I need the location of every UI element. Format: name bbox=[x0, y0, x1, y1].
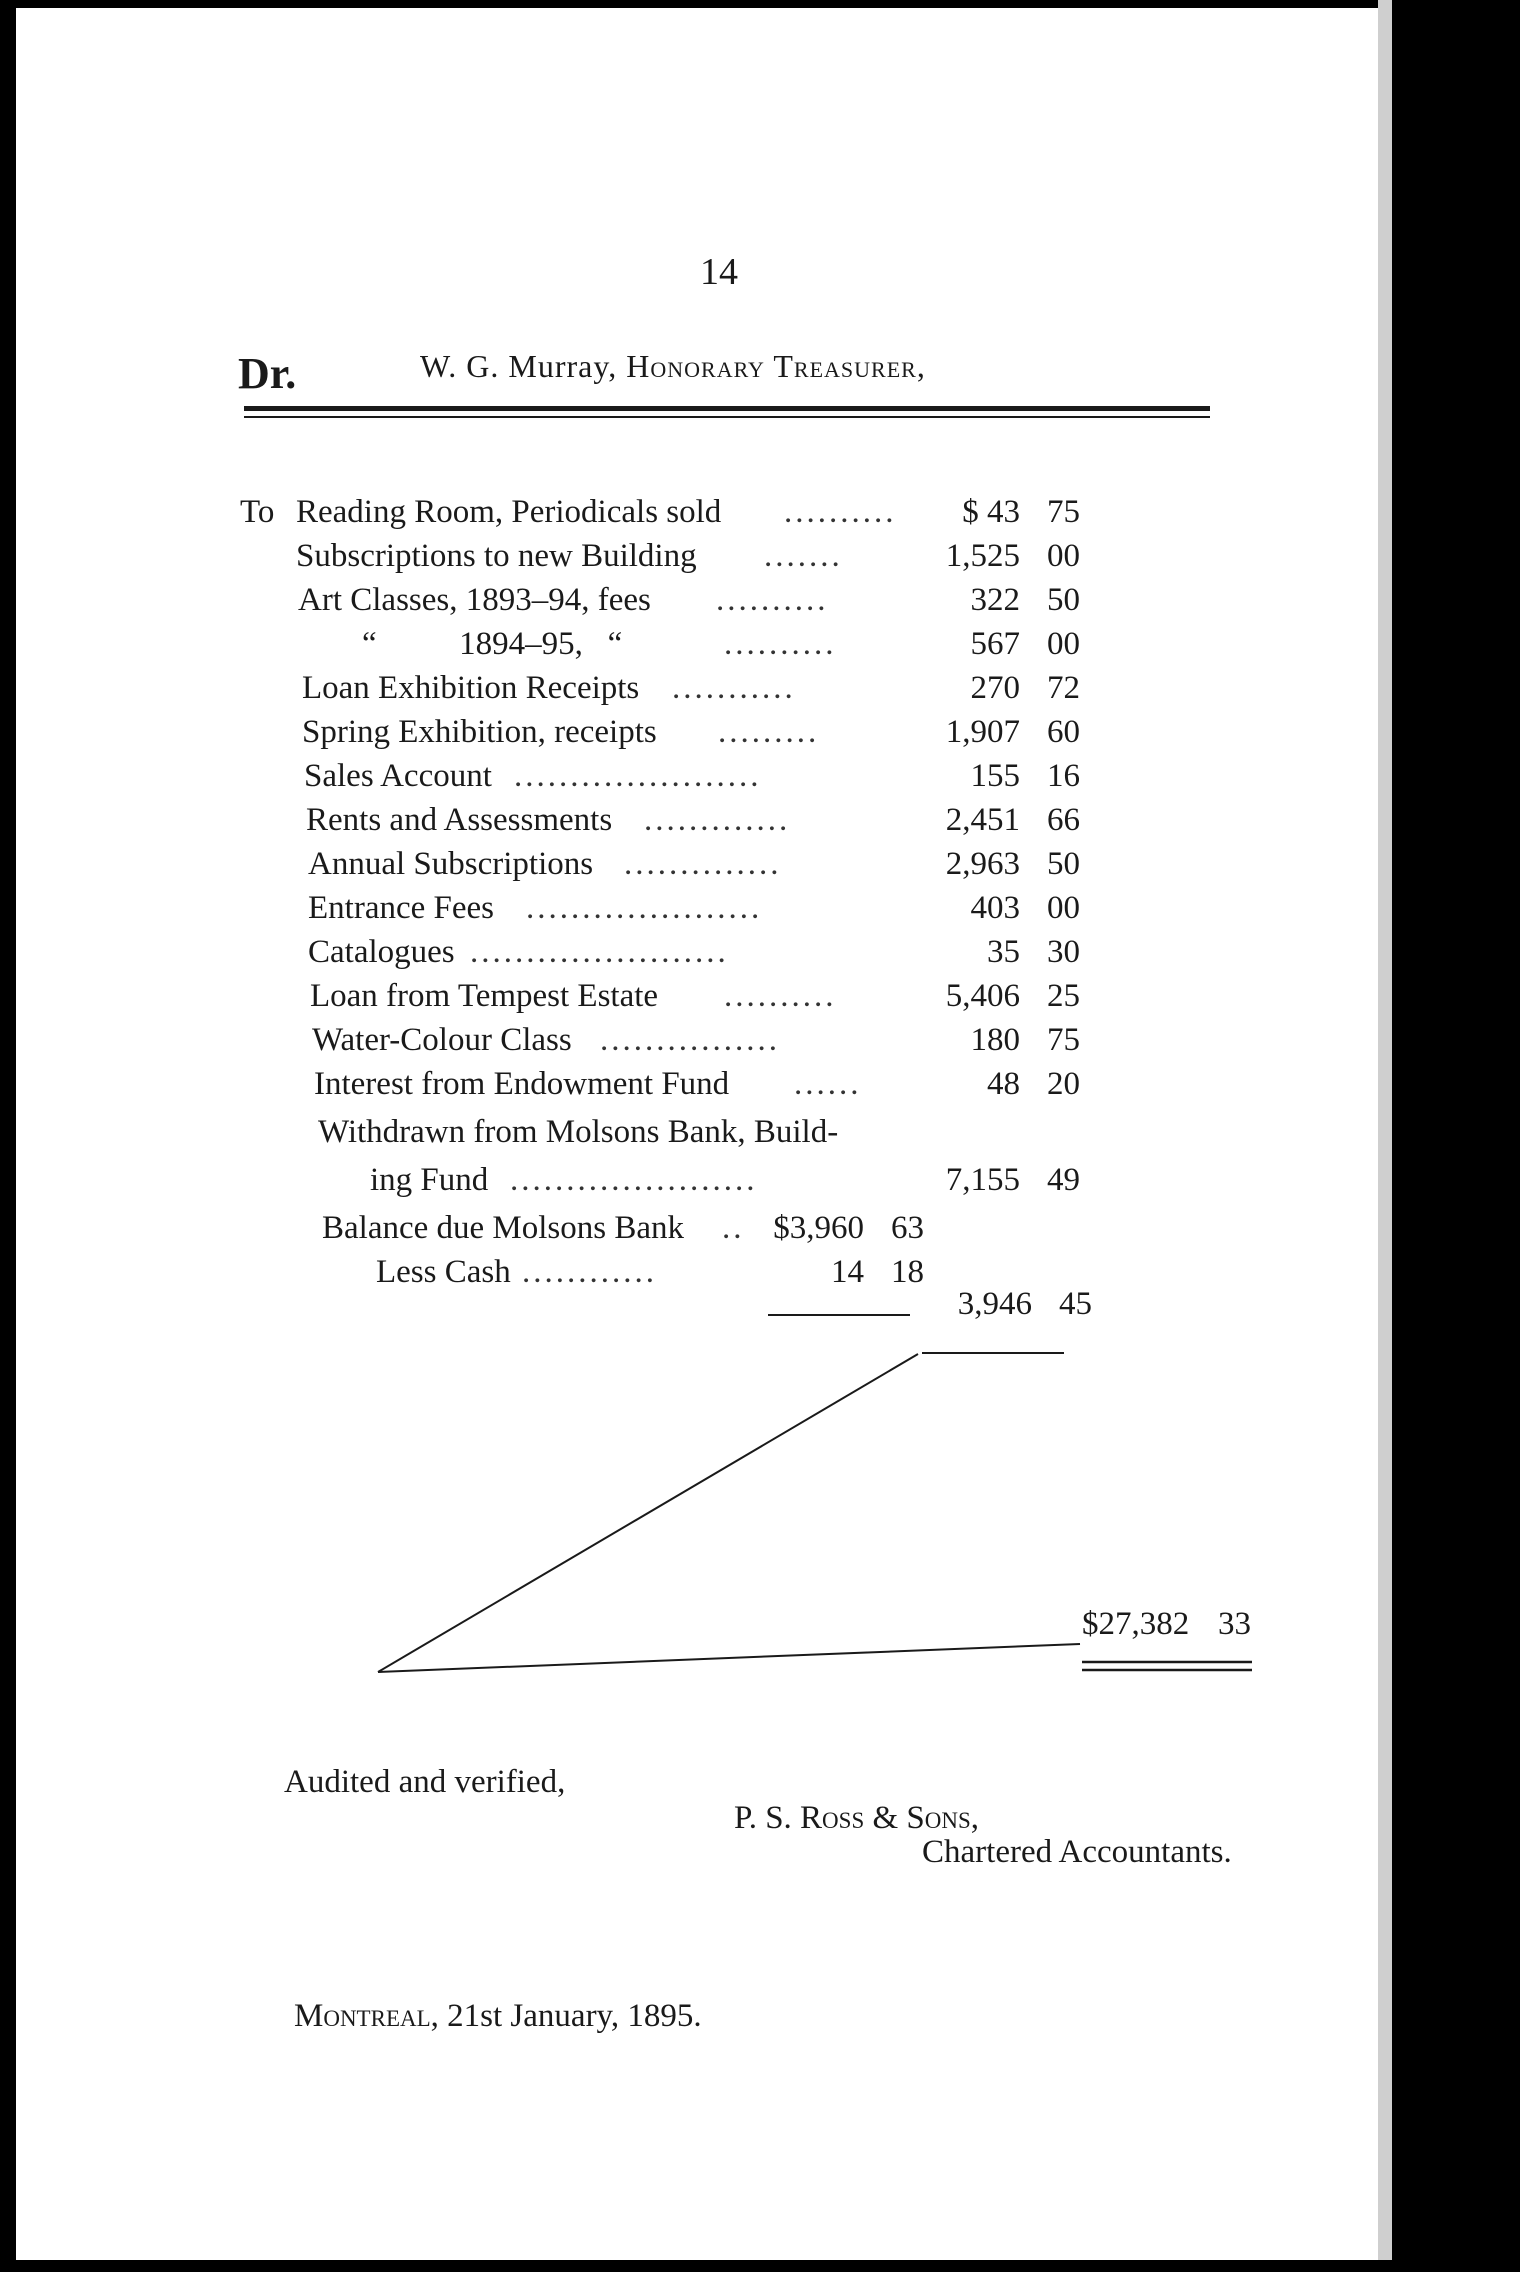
leader-dots: .......... bbox=[724, 978, 837, 1014]
dateline-date: 21st January, 1895. bbox=[447, 1998, 702, 2034]
subentry-cents: 18 bbox=[891, 1254, 924, 1290]
entry-dollars: 403 bbox=[970, 890, 1020, 926]
entry-cents: 16 bbox=[1047, 758, 1080, 794]
entry-dollars: 35 bbox=[987, 934, 1020, 970]
entry-cents: 50 bbox=[1047, 846, 1080, 882]
entry-label: Reading Room, Periodicals sold bbox=[296, 494, 722, 530]
entry-label: Spring Exhibition, receipts bbox=[302, 714, 657, 750]
entry-label: Rents and Assessments bbox=[306, 802, 613, 838]
entry-cents: 50 bbox=[1047, 582, 1080, 618]
entry-cents: 25 bbox=[1047, 978, 1080, 1014]
entry-dollars: 322 bbox=[970, 582, 1020, 618]
entry-label: Annual Subscriptions bbox=[308, 846, 594, 882]
grand-total-cents: 33 bbox=[1218, 1606, 1251, 1642]
leader-dots: ..................... bbox=[526, 890, 763, 926]
diagonal-rule bbox=[378, 1354, 918, 1672]
entry-cents: 72 bbox=[1047, 670, 1080, 706]
entry-dollars: 3,946 bbox=[957, 1286, 1032, 1322]
subentry-dollars: 14 bbox=[831, 1254, 864, 1290]
auditor-designation: Chartered Accountants. bbox=[922, 1834, 1232, 1870]
leader-dots: ......... bbox=[718, 714, 820, 750]
entry-dollars: 1,907 bbox=[945, 714, 1020, 750]
entry-label: Sales Account bbox=[304, 758, 492, 794]
entry-cents: 00 bbox=[1047, 538, 1080, 574]
entry-dollars: 48 bbox=[987, 1066, 1020, 1102]
entry-dollars: 270 bbox=[970, 670, 1020, 706]
entry-dollars: $ 43 bbox=[962, 494, 1020, 530]
leader-dots: .......... bbox=[716, 582, 829, 618]
entry-label: Entrance Fees bbox=[308, 890, 494, 926]
entry-cents: 75 bbox=[1047, 494, 1080, 530]
entry-label: Art Classes, 1893–94, fees bbox=[298, 582, 651, 618]
leader-dots: ................ bbox=[600, 1022, 780, 1058]
grand-total-dollars: $27,382 bbox=[1082, 1606, 1190, 1642]
entry-cents: 66 bbox=[1047, 802, 1080, 838]
treasurer-name: W. G. Murray, bbox=[420, 348, 618, 384]
leader-dots: ........... bbox=[672, 670, 796, 706]
entry-dollars: 5,406 bbox=[945, 978, 1020, 1014]
entry-label: Balance due Molsons Bank bbox=[322, 1210, 685, 1246]
entry-label: Catalogues bbox=[308, 934, 455, 970]
leader-dots: ............ bbox=[522, 1254, 657, 1290]
entry-cents: 30 bbox=[1047, 934, 1080, 970]
entry-cents: 20 bbox=[1047, 1066, 1080, 1102]
entry-dollars: 180 bbox=[970, 1022, 1020, 1058]
dateline-city: Montreal, bbox=[294, 1998, 439, 2034]
entry-dollars: 155 bbox=[970, 758, 1020, 794]
debit-heading: Dr. bbox=[238, 349, 297, 398]
entry-dollars: 7,155 bbox=[945, 1162, 1020, 1198]
subentry-cents: 63 bbox=[891, 1210, 924, 1246]
entry-cents: 45 bbox=[1059, 1286, 1092, 1322]
page-number: 14 bbox=[700, 251, 738, 293]
entry-cents: 49 bbox=[1047, 1162, 1080, 1198]
closing-rule bbox=[378, 1644, 1080, 1672]
entry-dollars: 2,963 bbox=[945, 846, 1020, 882]
entry-label: Subscriptions to new Building bbox=[296, 538, 697, 574]
leader-dots: .............. bbox=[624, 846, 782, 882]
leader-dots: ...................... bbox=[514, 758, 762, 794]
entry-cents: 75 bbox=[1047, 1022, 1080, 1058]
entry-label: Loan from Tempest Estate bbox=[310, 978, 659, 1014]
audit-statement: Audited and verified, bbox=[284, 1764, 566, 1800]
entry-cents: 00 bbox=[1047, 626, 1080, 662]
entry-label: “ 1894–95, “ bbox=[362, 626, 623, 662]
leader-dots: .......... bbox=[784, 494, 897, 530]
auditor-firm: P. S. Ross & Sons, bbox=[734, 1800, 980, 1836]
entry-dollars: 567 bbox=[970, 626, 1020, 662]
entry-cents: 60 bbox=[1047, 714, 1080, 750]
entry-dollars: 2,451 bbox=[945, 802, 1020, 838]
leader-dots: ....................... bbox=[470, 934, 729, 970]
entry-dollars: 1,525 bbox=[945, 538, 1020, 574]
treasurer-title: Honorary Treasurer, bbox=[626, 348, 926, 384]
entry-label: Withdrawn from Molsons Bank, Build- bbox=[318, 1114, 839, 1150]
entry-label: Interest from Endowment Fund bbox=[314, 1066, 730, 1102]
entry-label: Less Cash bbox=[376, 1254, 511, 1290]
entry-prefix: To bbox=[240, 494, 275, 530]
leader-dots: .......... bbox=[724, 626, 837, 662]
entry-label: Water-Colour Class bbox=[312, 1022, 572, 1058]
entry-cents: 00 bbox=[1047, 890, 1080, 926]
entry-label: ing Fund bbox=[370, 1162, 489, 1198]
dateline bbox=[294, 1998, 702, 2035]
leader-dots: ...................... bbox=[510, 1162, 758, 1198]
leader-dots: ...... bbox=[794, 1066, 862, 1102]
subentry-dollars: $3,960 bbox=[773, 1210, 864, 1246]
leader-dots: ....... bbox=[764, 538, 843, 574]
leader-dots: .. bbox=[722, 1210, 745, 1246]
leader-dots: ............. bbox=[644, 802, 791, 838]
entry-label: Loan Exhibition Receipts bbox=[302, 670, 640, 706]
